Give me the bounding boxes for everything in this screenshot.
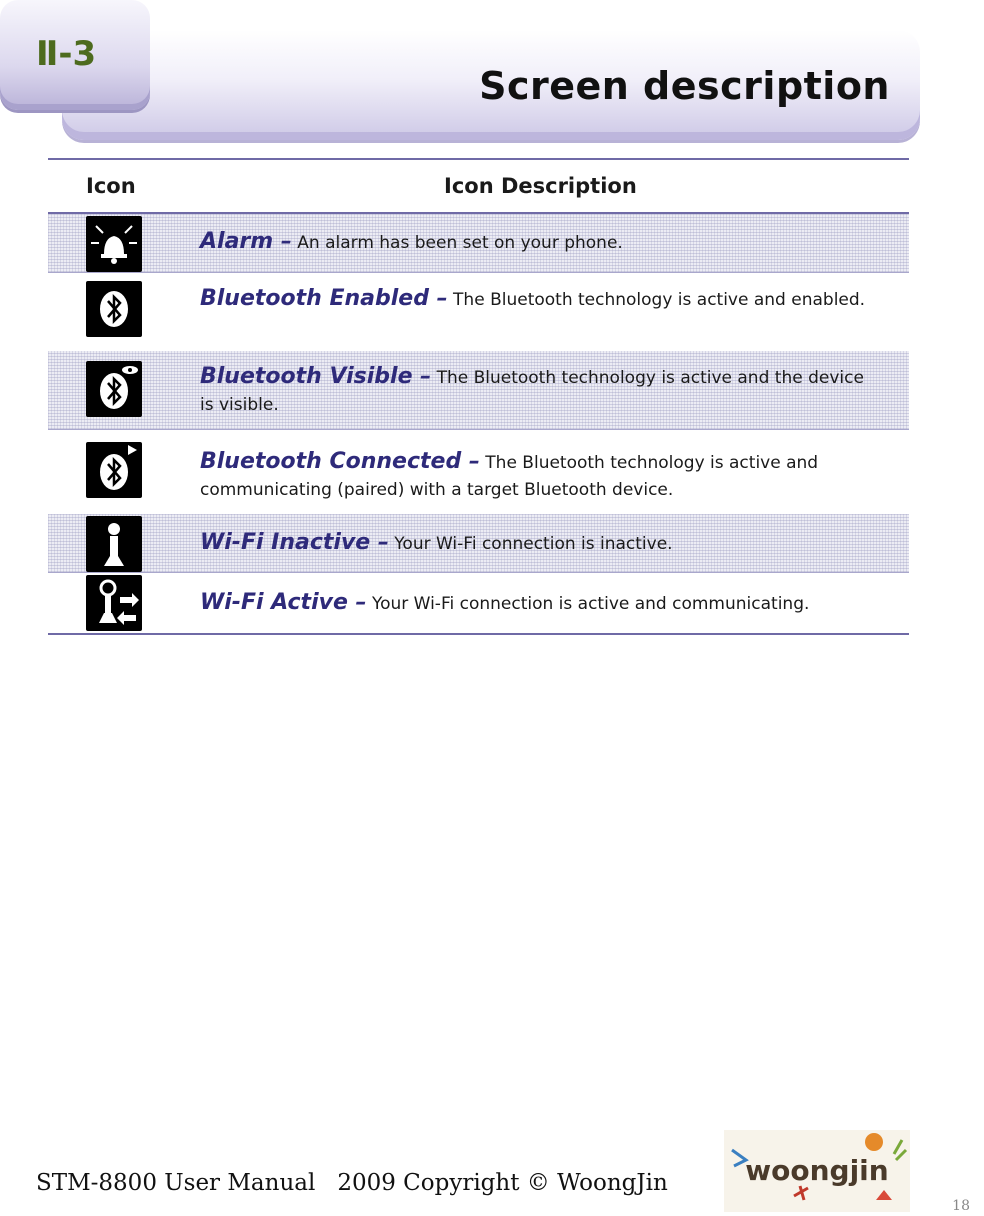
row-description [200, 589, 869, 618]
manual-name: STM-8800 User Manual [36, 1170, 316, 1196]
icon-text: The Bluetooth technology is active and communicating (paired) with a target Bluetooth device. [200, 453, 819, 500]
wifi-inactive-icon [86, 516, 142, 572]
wifi-active-icon [86, 575, 142, 631]
icon-text: Your Wi-Fi connection is inactive. [394, 534, 673, 554]
section-badge [0, 0, 150, 110]
logo-text: woongjin [745, 1154, 889, 1187]
alarm-icon [86, 216, 142, 272]
icon-text: The Bluetooth technology is active and the device is visible. [200, 368, 864, 415]
table-header [48, 158, 909, 214]
header-banner [62, 30, 920, 140]
section-number: Ⅱ-3 [36, 34, 97, 74]
table-row [48, 573, 909, 635]
row-description [200, 228, 869, 257]
column-header-description: Icon Description [444, 174, 637, 198]
row-description [200, 529, 869, 558]
icon-text: The Bluetooth technology is active and enabled. [453, 290, 866, 310]
bluetooth-connected-icon [86, 442, 142, 498]
column-header-icon: Icon [86, 174, 136, 198]
page-title: Screen description [479, 64, 890, 108]
woongjin-logo [724, 1130, 910, 1212]
icon-text: Your Wi-Fi connection is active and communicating. [371, 594, 810, 614]
icon-term: Bluetooth Enabled – [200, 286, 448, 311]
icon-table [48, 158, 909, 635]
row-description [200, 285, 869, 314]
icon-term: Wi-Fi Inactive – [200, 530, 389, 555]
row-description [200, 448, 869, 504]
table-row [48, 273, 909, 351]
table-row [48, 351, 909, 430]
bluetooth-visible-icon [86, 361, 142, 417]
page-number: 18 [952, 1198, 970, 1214]
footer-text [36, 1170, 668, 1196]
table-row [48, 430, 909, 514]
table-row [48, 214, 909, 273]
icon-term: Alarm – [200, 229, 292, 254]
copyright: 2009 Copyright © WoongJin [337, 1170, 668, 1196]
icon-text: An alarm has been set on your phone. [297, 233, 623, 253]
table-row [48, 514, 909, 573]
row-description [200, 363, 869, 419]
icon-term: Wi-Fi Active – [200, 590, 367, 615]
icon-term: Bluetooth Connected – [200, 449, 480, 474]
bluetooth-enabled-icon [86, 281, 142, 337]
icon-term: Bluetooth Visible – [200, 364, 432, 389]
